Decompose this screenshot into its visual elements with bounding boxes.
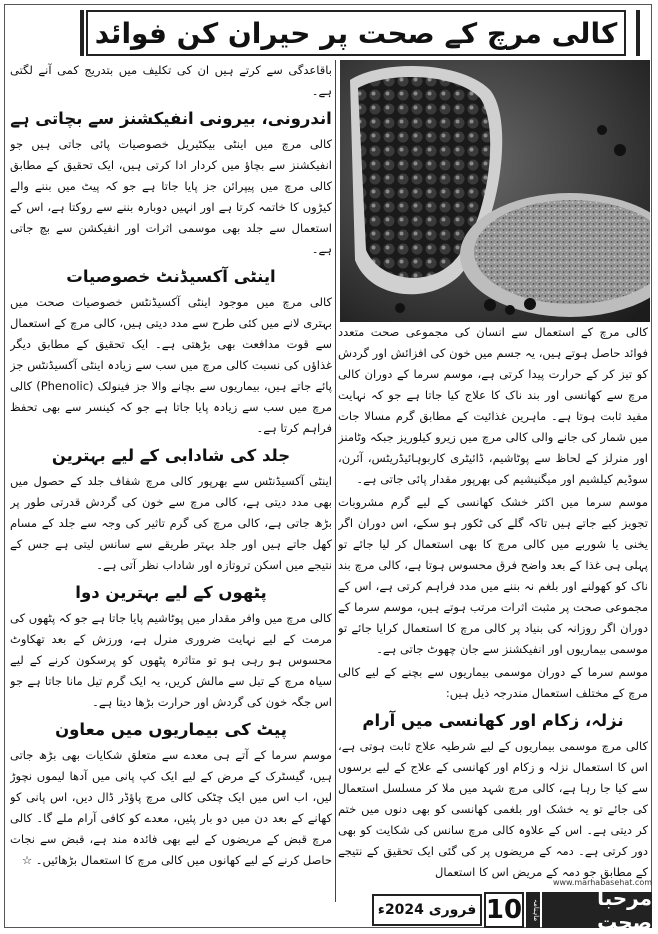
magazine-label: ماہنامہ: [526, 892, 540, 928]
paragraph: کالی مرچ موسمی بیماریوں کے لیے شرطیہ علاج ثابت ہوتی ہے، اس کا استعمال نزلہ و زکام اور کھانسی کے علاج کے لیے برسوں سے کیا جا رہا ہے، کالی مرچ شہد میں ملا کر مسلسل استعمال کی جائے تو یہ خشک اور بلغمی کھانسی کو بھی دنوں میں ختم کر دیتی ہے۔ اس کے علاوہ کالی مرچ سانس کی شکایت کو بھی دور کرتی ہے۔ دمہ کے مریضوں پر کی گئی ایک تحقیق کے نتیجے کے مطابق جو دمہ کے مریض اس کا استعمال: [338, 739, 648, 879]
paragraph: کالی مرچ میں موجود اینٹی آکسیڈنٹس خصوصیات صحت میں بہتری لانے میں کئی طرح سے مدد دیتی ہیں، کالی مرچ کے استعمال سے قوت مدافعت بھی بڑھتی ہے۔ ایک تحقیق کے مطابق دیگر غذاؤں کی نسبت کالی مرچ میں سب سے زیادہ اینٹی آکسیڈنٹس جز پائے جاتے ہیں، بیماریوں سے بچانے والا جز فینولک (Phenolic) کالی مرچ میں سب سے زیادہ پایا جاتا ہے جو کہ کینسر سے بھی تحفظ فراہم کرتا ہے۔: [10, 295, 332, 435]
title-ornament-right: [626, 10, 640, 56]
left-column: [10, 60, 332, 902]
paragraph: کالی مرچ میں اینٹی بیکٹیریل خصوصیات پائی جاتی ہیں جو انفیکشنز سے بچاؤ میں کردار ادا کرتی ہیں، ایک تحقیق کے مطابق کالی مرچ میں پیپرائن جز پایا جاتا ہے جو کہ پیٹ میں بننے والے کیڑوں کا خاتمہ کرتا ہے اور انہیں دوبارہ بننے سے روکتا ہے، اس کے استعمال سے جلد بھی موسمی اثرات اور انفیکشن سے بچ جاتی ہے۔: [10, 137, 332, 256]
section-heading: پٹھوں کے لیے بہترین دوا: [75, 583, 267, 602]
paragraph: اینٹی آکسیڈنٹس سے بھرپور کالی مرچ شفاف جلد کے حصول میں بھی مدد دیتی ہے، کالی مرچ سے خون کی گردش قدرتی طور پر بڑھ جاتی ہے، کالی مرچ کی گرم تاثیر کی وجہ سے جلد کے مسام کھل جاتے ہیں اور جلد بہتر طریقے سے سانس لیتی ہے جس کے نتیجے میں اسکن تروتازہ اور شاداب نظر آتی ہے۔: [10, 474, 332, 572]
paragraph: کالی مرچ میں وافر مقدار میں پوٹاشیم پایا جاتا ہے جو کہ پٹھوں کی مرمت کے لیے نہایت ضروری منرل ہے، ورزش کے بعد تھکاوٹ محسوس ہو رہی ہو تو متاثرہ پٹھوں کو پرسکون کرنے کے لیے سیاہ مرچ کے تیل سے مالش کریں، یہ ایک گرم تیل مانا جاتا ہے جو اس جگہ خون کی گردش اور حرارت بڑھا دیتا ہے۔: [10, 611, 332, 709]
title-banner: [86, 10, 626, 56]
section-heading: اینٹی آکسیڈنٹ خصوصیات: [66, 267, 276, 286]
page-title: کالی مرچ کے صحت پر حیران کن فوائد: [94, 16, 618, 50]
paragraph: کالی مرچ کے استعمال سے انسان کی مجموعی صحت متعدد فوائد حاصل ہوتے ہیں، یہ جسم میں خون کی افزائش اور گردش کو تیز کر کے حرارت پیدا کرتی ہے، موسم سرما کے دوران کالی مرچ سے کھانسی اور بند ناک کا علاج کیا جاتا ہے جو کہ نہایت مفید ثابت ہوتا ہے۔ ماہرین غذائیت کے مطابق گرم مسالا جات میں شمار کی جانے والی کالی مرچ میں زیرو کیلوریز جبکہ وٹامنز اور منرلز کے لحاظ سے پوٹاشیم، ڈائیٹری کاربوہائیڈریٹس، آئرن، سوڈیم کیلشیم اور میگنیشیم کی بھرپور مقدار پائی جاتی ہے۔: [338, 325, 648, 486]
section-heading: جلد کی شادابی کے لیے بہترین: [51, 446, 291, 465]
paragraph: موسم سرما کے دوران موسمی بیماریوں سے بچنے کے لیے کالی مرچ کے مختلف استعمال مندرجہ ذیل ہیں:: [338, 665, 648, 700]
magazine-logo: مرحبا صحت: [542, 892, 652, 928]
website-url: www.marhabasehat.com: [552, 878, 652, 887]
page-footer: [340, 878, 652, 934]
section-heading: اندرونی، بیرونی انفیکشنز سے بچاتی ہے: [10, 109, 332, 128]
right-column: [338, 322, 648, 888]
page-number: 10: [484, 892, 524, 928]
pepper-illustration: [340, 60, 650, 322]
paragraph: موسم سرما میں اکثر خشک کھانسی کے لیے گرم مشروبات تجویز کیے جاتے ہیں تاکہ گلے کی ٹکور ہو سکے، اس دوران اگر یخنی یا شوربے میں کالی مرچ کا بھی استعمال کر لیا جائے تو پہلی ہی غذا کے بعد واضح فرق محسوس ہوتا ہے، کالی مرچ بند ناک کو کھولنے اور بلغم نہ بننے میں مدد فراہم کرتی ہے، اس کے مجموعی صحت پر مثبت اثرات مرتب ہوتے ہیں، موسم سرما کے دوران اگر روزانہ کی بنیاد پر کالی مرچ کا استعمال کرایا جائے تو موسمی بیماریوں اور انفیکشنز سے جان چھوٹ جاتی ہے۔: [338, 495, 648, 656]
black-pepper-photo: [340, 60, 650, 322]
column-divider: [335, 60, 336, 902]
paragraph: موسم سرما کے آتے ہی معدے سے متعلق شکایات بھی بڑھ جاتی ہیں، گیسٹرک کے مرض کے لیے ایک کپ پانی میں آدھا لیموں نچوڑ لیں، اب اس میں ایک چٹکی کالی مرچ پاؤڈر ڈال دیں، اس پانی کو کھانے کے بعد دن میں دو بار پئیں، معدے کو کافی آرام ملے گا۔ کالی مرچ قبض کے مریضوں کے لیے بھی فائدہ مند ہے، قبض سے نجات حاصل کرنے کے لیے کھانوں میں کالی مرچ کا استعمال بڑھائیں۔ ☆: [10, 748, 332, 867]
section-heading: پیٹ کی بیماریوں میں معاون: [55, 720, 287, 739]
issue-date: فروری 2024ء: [372, 894, 482, 926]
section-heading: نزلہ، زکام اور کھانسی میں آرام: [362, 711, 624, 730]
paragraph: باقاعدگی سے کرتے ہیں ان کی تکلیف میں بتدریج کمی آنے لگتی ہے۔: [10, 63, 332, 98]
